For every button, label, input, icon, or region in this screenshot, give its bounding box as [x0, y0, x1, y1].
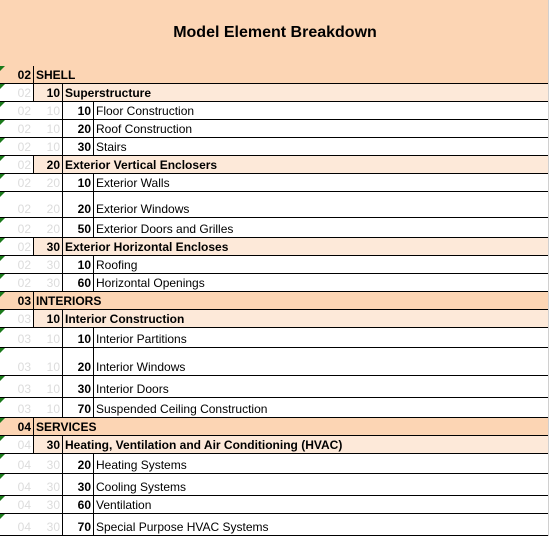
- element-name-cell-text: Heating Systems: [96, 458, 187, 472]
- group-name-cell[interactable]: [62, 238, 548, 255]
- group-code-cell-text: 30: [46, 240, 60, 254]
- ghost-group-code-cell[interactable]: [33, 496, 62, 513]
- element-code-cell-text: 70: [77, 520, 91, 534]
- section-name-cell[interactable]: [33, 66, 548, 83]
- element-name-cell[interactable]: [93, 328, 548, 347]
- section-name-cell-text: SHELL: [36, 68, 76, 82]
- ghost-group-code-cell[interactable]: [33, 376, 62, 397]
- section-name-cell[interactable]: [33, 418, 548, 435]
- ghost-group-code-cell[interactable]: [33, 102, 62, 119]
- element-name-cell-text: Cooling Systems: [96, 480, 187, 494]
- element-code-cell[interactable]: [62, 138, 93, 155]
- element-name-cell[interactable]: [93, 192, 548, 217]
- ghost-section-code-cell-text: 03: [17, 382, 31, 396]
- error-indicator-icon: [0, 156, 5, 161]
- table-row: [0, 256, 556, 274]
- element-name-cell-text: Special Purpose HVAC Systems: [96, 520, 269, 534]
- error-indicator-icon: [0, 66, 5, 71]
- table-row: [0, 274, 556, 292]
- table-row: [0, 66, 556, 84]
- element-code-cell-text: 20: [77, 122, 91, 136]
- element-code-cell[interactable]: [62, 474, 93, 495]
- table-row: [0, 436, 556, 454]
- table-row: [0, 238, 556, 256]
- element-code-cell-text: 20: [77, 458, 91, 472]
- element-code-cell-text: 10: [77, 104, 91, 118]
- element-name-cell-text: Interior Partitions: [96, 332, 187, 346]
- group-code-cell-text: 10: [46, 312, 60, 326]
- ghost-section-code-cell-text: 04: [17, 480, 31, 494]
- element-code-cell-text: 30: [77, 480, 91, 494]
- element-code-cell-text: 70: [77, 402, 91, 416]
- ghost-group-code-cell-text: 30: [46, 276, 60, 290]
- table-row: [0, 514, 556, 536]
- ghost-group-code-cell-text: 20: [46, 222, 60, 236]
- element-code-cell[interactable]: [62, 120, 93, 137]
- element-code-cell[interactable]: [62, 274, 93, 291]
- error-indicator-icon: [0, 84, 5, 89]
- element-name-cell[interactable]: [93, 474, 548, 495]
- error-indicator-icon: [0, 496, 5, 501]
- ghost-section-code-cell-text: 04: [17, 498, 31, 512]
- section-code-cell-text: 04: [17, 420, 31, 434]
- table-row: [0, 120, 556, 138]
- table-row: [0, 292, 556, 310]
- element-name-cell-text: Interior Doors: [96, 382, 169, 396]
- error-indicator-icon: [0, 310, 5, 315]
- section-code-cell-text: 02: [17, 68, 31, 82]
- ghost-group-code-cell-text: 10: [46, 104, 60, 118]
- element-name-cell[interactable]: [93, 454, 548, 473]
- table-row: [0, 192, 556, 218]
- table-row: [0, 348, 556, 376]
- error-indicator-icon: [0, 418, 5, 423]
- element-code-cell[interactable]: [62, 514, 93, 535]
- group-name-cell-text: Exterior Vertical Enclosers: [65, 158, 218, 172]
- ghost-group-code-cell[interactable]: [33, 454, 62, 473]
- section-name-cell[interactable]: [33, 292, 548, 309]
- table-row: [0, 418, 556, 436]
- element-name-cell[interactable]: [93, 256, 548, 273]
- ghost-section-code-cell-text: 03: [17, 332, 31, 346]
- section-code-cell-text: 03: [17, 294, 31, 308]
- ghost-group-code-cell-text: 10: [46, 140, 60, 154]
- ghost-section-code-cell-text: 03: [17, 402, 31, 416]
- error-indicator-icon: [0, 274, 5, 279]
- ghost-section-code-cell-text: 03: [17, 312, 31, 326]
- error-indicator-icon: [0, 218, 5, 223]
- ghost-group-code-cell-text: 10: [46, 332, 60, 346]
- element-name-cell[interactable]: [93, 348, 548, 375]
- table-row: [0, 454, 556, 474]
- ghost-group-code-cell[interactable]: [33, 398, 62, 417]
- ghost-group-code-cell-text: 30: [46, 258, 60, 272]
- table-row: [0, 84, 556, 102]
- table-row: [0, 398, 556, 418]
- error-indicator-icon: [0, 514, 5, 519]
- ghost-group-code-cell-text: 10: [46, 360, 60, 374]
- ghost-group-code-cell-text: 10: [46, 122, 60, 136]
- ghost-group-code-cell-text: 10: [46, 382, 60, 396]
- ghost-group-code-cell[interactable]: [33, 348, 62, 375]
- element-code-cell[interactable]: [62, 102, 93, 119]
- group-code-cell-text: 30: [46, 438, 60, 452]
- ghost-group-code-cell-text: 30: [46, 458, 60, 472]
- ghost-group-code-cell[interactable]: [33, 474, 62, 495]
- element-name-cell-text: Horizontal Openings: [96, 276, 205, 290]
- error-indicator-icon: [0, 174, 5, 179]
- ghost-section-code-cell-text: 02: [17, 176, 31, 190]
- element-code-cell-text: 10: [77, 176, 91, 190]
- element-code-cell-text: 30: [77, 140, 91, 154]
- element-name-cell[interactable]: [93, 120, 548, 137]
- ghost-group-code-cell[interactable]: [33, 274, 62, 291]
- element-name-cell[interactable]: [93, 102, 548, 119]
- table-row: [0, 174, 556, 192]
- group-name-cell[interactable]: [62, 84, 548, 101]
- group-name-cell-text: Heating, Ventilation and Air Conditioning (HVAC): [65, 438, 343, 452]
- ghost-section-code-cell-text: 02: [17, 202, 31, 216]
- element-code-cell[interactable]: [62, 376, 93, 397]
- error-indicator-icon: [0, 292, 5, 297]
- ghost-group-code-cell[interactable]: [33, 218, 62, 237]
- element-code-cell-text: 10: [77, 258, 91, 272]
- element-code-cell[interactable]: [62, 328, 93, 347]
- element-name-cell[interactable]: [93, 496, 548, 513]
- group-code-cell-text: 20: [46, 158, 60, 172]
- section-name-cell-text: SERVICES: [36, 420, 97, 434]
- element-code-cell[interactable]: [62, 398, 93, 417]
- sheet-title: Model Element Breakdown: [173, 24, 377, 41]
- element-name-cell[interactable]: [93, 398, 548, 417]
- error-indicator-icon: [0, 348, 5, 353]
- group-code-cell[interactable]: [33, 436, 62, 453]
- element-name-cell-text: Exterior Windows: [96, 202, 190, 216]
- element-name-cell-text: Roofing: [96, 258, 138, 272]
- element-name-cell[interactable]: [93, 174, 548, 191]
- ghost-section-code-cell-text: 02: [17, 158, 31, 172]
- ghost-group-code-cell-text: 20: [46, 202, 60, 216]
- element-name-cell-text: Exterior Doors and Grilles: [96, 222, 234, 236]
- group-name-cell[interactable]: [62, 310, 548, 327]
- error-indicator-icon: [0, 474, 5, 479]
- element-name-cell[interactable]: [93, 274, 548, 291]
- error-indicator-icon: [0, 436, 5, 441]
- group-name-cell[interactable]: [62, 436, 548, 453]
- ghost-group-code-cell-text: 30: [46, 520, 60, 534]
- ghost-section-code-cell-text: 02: [17, 258, 31, 272]
- ghost-section-code-cell-text: 02: [17, 86, 31, 100]
- group-code-cell-text: 10: [46, 86, 60, 100]
- group-code-cell[interactable]: [33, 310, 62, 327]
- element-code-cell-text: 20: [77, 202, 91, 216]
- error-indicator-icon: [0, 376, 5, 381]
- element-code-cell-text: 20: [77, 360, 91, 374]
- ghost-section-code-cell-text: 04: [17, 520, 31, 534]
- element-code-cell-text: 50: [77, 222, 91, 236]
- error-indicator-icon: [0, 454, 5, 459]
- table-row: [0, 310, 556, 328]
- element-code-cell[interactable]: [62, 256, 93, 273]
- error-indicator-icon: [0, 120, 5, 125]
- group-name-cell-text: Exterior Horizontal Encloses: [65, 240, 229, 254]
- group-code-cell[interactable]: [33, 156, 62, 173]
- element-name-cell[interactable]: [93, 218, 548, 237]
- group-name-cell-text: Superstructure: [65, 86, 152, 100]
- element-code-cell-text: 60: [77, 276, 91, 290]
- group-name-cell-text: Interior Construction: [65, 312, 185, 326]
- error-indicator-icon: [0, 328, 5, 333]
- ghost-section-code-cell-text: 02: [17, 104, 31, 118]
- error-indicator-icon: [0, 238, 5, 243]
- element-name-cell-text: Roof Construction: [96, 122, 193, 136]
- table-row: [0, 496, 556, 514]
- ghost-group-code-cell-text: 10: [46, 402, 60, 416]
- element-code-cell-text: 30: [77, 382, 91, 396]
- element-name-cell[interactable]: [93, 138, 548, 155]
- element-code-cell[interactable]: [62, 174, 93, 191]
- ghost-section-code-cell-text: 02: [17, 222, 31, 236]
- ghost-section-code-cell-text: 02: [17, 240, 31, 254]
- ghost-group-code-cell[interactable]: [33, 328, 62, 347]
- error-indicator-icon: [0, 138, 5, 143]
- adjacent-column[interactable]: [548, 0, 556, 536]
- ghost-section-code-cell-text: 02: [17, 122, 31, 136]
- ghost-group-code-cell-text: 20: [46, 176, 60, 190]
- element-name-cell-text: Floor Construction: [96, 104, 195, 118]
- table-row: [0, 474, 556, 496]
- ghost-group-code-cell[interactable]: [33, 514, 62, 535]
- group-code-cell[interactable]: [33, 84, 62, 101]
- ghost-group-code-cell[interactable]: [33, 192, 62, 217]
- title-cell[interactable]: [0, 0, 556, 67]
- table-row: [0, 138, 556, 156]
- table-row: [0, 218, 556, 238]
- ghost-section-code-cell-text: 03: [17, 360, 31, 374]
- error-indicator-icon: [0, 102, 5, 107]
- group-code-cell[interactable]: [33, 238, 62, 255]
- element-name-cell[interactable]: [93, 514, 548, 535]
- table-row: [0, 102, 556, 120]
- section-name-cell-text: INTERIORS: [36, 294, 102, 308]
- element-name-cell-text: Ventilation: [96, 498, 152, 512]
- error-indicator-icon: [0, 256, 5, 261]
- element-name-cell-text: Suspended Ceiling Construction: [96, 402, 268, 416]
- element-code-cell[interactable]: [62, 192, 93, 217]
- error-indicator-icon: [0, 398, 5, 403]
- ghost-section-code-cell-text: 02: [17, 276, 31, 290]
- ghost-group-code-cell[interactable]: [33, 138, 62, 155]
- element-code-cell[interactable]: [62, 348, 93, 375]
- element-code-cell-text: 10: [77, 332, 91, 346]
- element-code-cell-text: 60: [77, 498, 91, 512]
- error-indicator-icon: [0, 192, 5, 197]
- table-row: [0, 328, 556, 348]
- table-row: [0, 156, 556, 174]
- table-row: [0, 376, 556, 398]
- element-name-cell-text: Exterior Walls: [96, 176, 170, 190]
- ghost-group-code-cell[interactable]: [33, 256, 62, 273]
- ghost-group-code-cell[interactable]: [33, 120, 62, 137]
- element-code-cell[interactable]: [62, 454, 93, 473]
- group-name-cell[interactable]: [62, 156, 548, 173]
- element-name-cell-text: Interior Windows: [96, 360, 186, 374]
- ghost-group-code-cell-text: 30: [46, 498, 60, 512]
- ghost-group-code-cell-text: 30: [46, 480, 60, 494]
- ghost-section-code-cell-text: 04: [17, 438, 31, 452]
- ghost-group-code-cell[interactable]: [33, 174, 62, 191]
- ghost-section-code-cell-text: 04: [17, 458, 31, 472]
- element-name-cell-text: Stairs: [96, 140, 127, 154]
- element-code-cell[interactable]: [62, 218, 93, 237]
- element-code-cell[interactable]: [62, 496, 93, 513]
- element-name-cell[interactable]: [93, 376, 548, 397]
- ghost-section-code-cell-text: 02: [17, 140, 31, 154]
